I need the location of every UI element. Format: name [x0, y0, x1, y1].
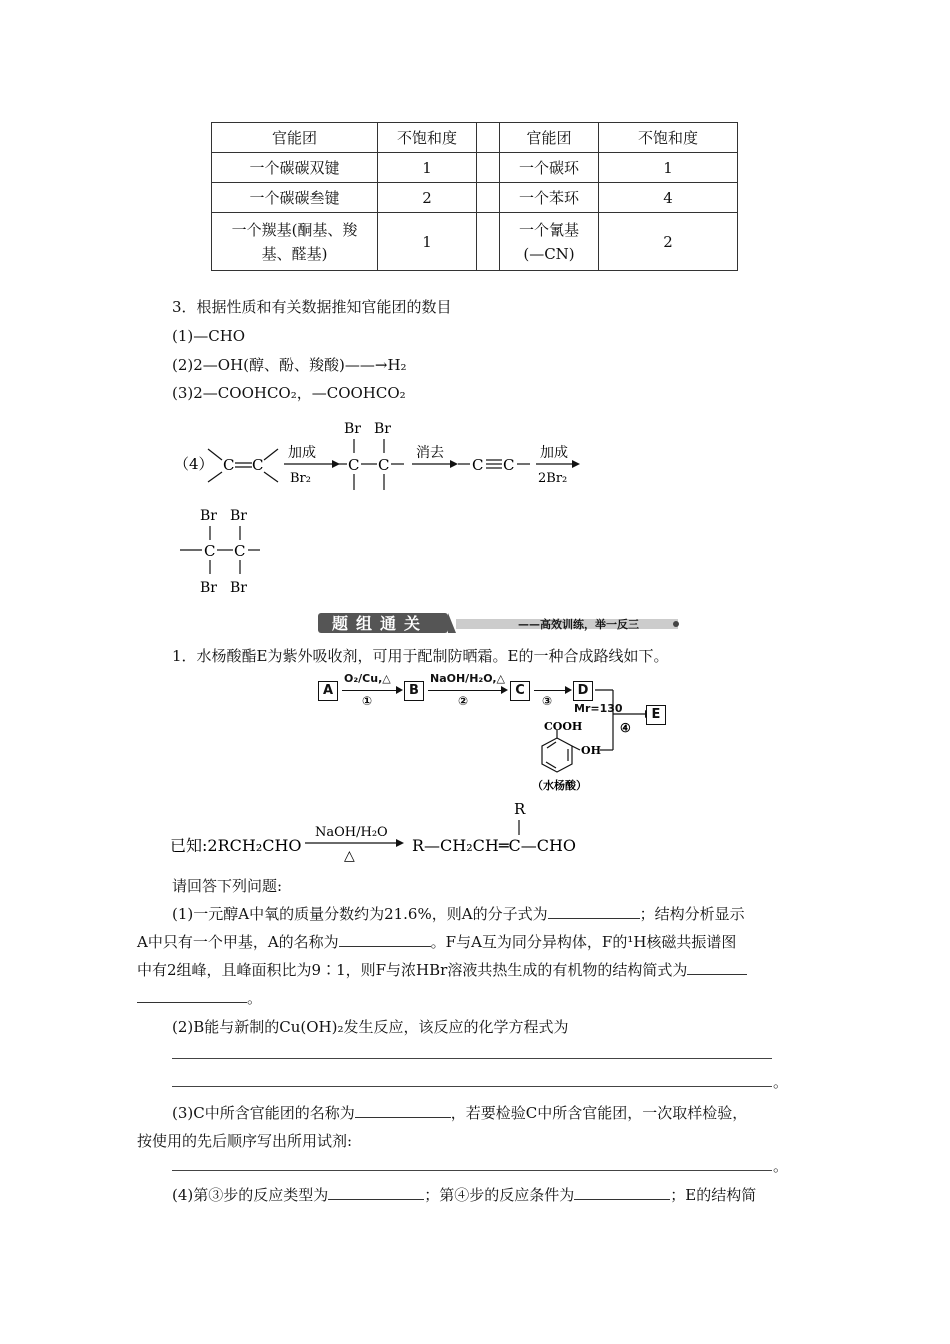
table-cell: 1 [378, 153, 477, 183]
r-group: R [514, 800, 526, 818]
question-text: ，若要检验C中所含官能团，一次取样检验， [450, 1104, 748, 1122]
question-text: 。 [773, 1157, 789, 1175]
table-cell: 一个苯环 [500, 183, 599, 213]
answer-blank[interactable] [574, 1185, 670, 1200]
compound-name: （水杨酸） [532, 779, 587, 792]
cell-line: 基、醛基) [261, 244, 328, 263]
table-cell: 1 [599, 153, 738, 183]
carbon-atom: C [223, 456, 235, 474]
bromine-atom: Br [374, 421, 391, 437]
known-condition: △ [344, 848, 355, 864]
answer-blank[interactable] [548, 904, 640, 919]
arrow-condition: 消去 [416, 445, 444, 461]
table-header: 官能团 [212, 123, 378, 153]
table-cell: 一个碳碳双键 [212, 153, 378, 183]
ask-line: 请回答下列问题: [172, 877, 283, 895]
question-text: ；结构分析显示 [639, 905, 745, 923]
compound-box-b: B [404, 681, 424, 701]
route-condition: O₂/Cu,△ [344, 672, 391, 685]
question-text: 。F与A互为同分异构体，F的¹H核磁共振谱图 [430, 933, 737, 951]
salicylic-acid-structure [520, 680, 680, 795]
route-step: ① [362, 694, 373, 708]
section-title: 3．根据性质和有关数据推知官能团的数目 [172, 298, 452, 316]
bromine-atom: Br [230, 508, 247, 524]
question-text: (1)一元醇A中氧的质量分数约为21.6%，则A的分子式为 [172, 905, 548, 923]
svg-text:C: C [234, 542, 246, 560]
question-part-1 [137, 960, 747, 980]
arrow-condition: 加成 [540, 445, 568, 461]
table-row [212, 183, 738, 213]
route-step: ④ [620, 721, 631, 735]
arrow-condition: Br₂ [290, 471, 311, 486]
question-text: 。 [773, 1073, 789, 1091]
answer-line[interactable] [172, 1058, 772, 1059]
cell-line: (—CN) [523, 244, 575, 263]
molar-mass: Mr=130 [574, 702, 623, 715]
table-cell: 1 [378, 213, 477, 271]
table-gap [477, 213, 500, 271]
carbon-atom: C [252, 456, 264, 474]
banner-title: 题组通关 [332, 614, 429, 633]
section-item: (3)2—COOHCO₂，—COOHCO₂ [172, 384, 406, 402]
answer-blank[interactable] [328, 1185, 424, 1200]
cell-line: 一个羰基(酮基、羧 [231, 220, 358, 239]
question-text: ；第④步的反应条件为 [424, 1186, 575, 1204]
addition-elimination-scheme [160, 412, 600, 607]
route-arrow [342, 690, 397, 691]
route-condition: NaOH/H₂O,△ [430, 672, 505, 685]
bromine-atom: Br [200, 508, 217, 524]
answer-line[interactable] [172, 1086, 772, 1087]
question-intro: 1．水杨酸酯E为紫外吸收剂，可用于配制防晒霜。E的一种合成路线如下。 [172, 647, 669, 665]
answer-blank[interactable] [355, 1103, 451, 1118]
table-row [212, 153, 738, 183]
arrow-condition: 加成 [288, 445, 316, 461]
section-item: (1)—CHO [172, 327, 246, 345]
table-cell: 2 [378, 183, 477, 213]
table-gap [477, 183, 500, 213]
item4-label: （4） [174, 455, 214, 473]
question-part-1 [172, 904, 745, 924]
question-text: (4)第③步的反应类型为 [172, 1186, 329, 1204]
svg-text:C: C [204, 542, 216, 560]
arrow-condition: 2Br₂ [538, 471, 568, 486]
known-product: R—CH₂CH═C—CHO [412, 836, 577, 855]
table-header: 不饱和度 [599, 123, 738, 153]
section-item: (2)2—OH(醇、酚、羧酸)——→H₂ [172, 356, 407, 374]
answer-blank[interactable] [339, 932, 431, 947]
question-text: 。 [247, 989, 263, 1007]
bromine-atom: Br [200, 580, 217, 596]
question-part-2: (2)B能与新制的Cu(OH)₂发生反应，该反应的化学方程式为 [172, 1018, 569, 1036]
svg-text:C: C [378, 456, 390, 474]
section-banner [318, 611, 682, 635]
bromine-atom: Br [230, 580, 247, 596]
cooh-label: COOH [544, 720, 583, 733]
banner-subtitle: ——高效训练，举一反三 [518, 618, 639, 631]
question-text: 中有2组峰，且峰面积比为9∶1，则F与浓HBr溶液共热生成的有机物的结构简式为 [137, 961, 688, 979]
bromine-atom: Br [344, 421, 361, 437]
compound-box-d: D [573, 681, 593, 701]
table-cell: 一个碳碳叁键 [212, 183, 378, 213]
compound-box-e: E [646, 705, 666, 725]
table-gap [477, 123, 500, 153]
table-cell [212, 213, 378, 271]
answer-blank[interactable] [687, 960, 747, 975]
known-condition: NaOH/H₂O [315, 825, 388, 840]
known-aldol-reaction [168, 798, 598, 868]
table-cell [500, 213, 599, 271]
route-step: ② [458, 694, 469, 708]
table-gap [477, 153, 500, 183]
route-step: ③ [542, 694, 553, 708]
question-part-4 [172, 1185, 756, 1205]
oh-label: OH [581, 744, 601, 757]
svg-text:C: C [503, 456, 515, 474]
compound-box-a: A [318, 681, 338, 701]
svg-text:C: C [348, 456, 360, 474]
table-cell: 2 [599, 213, 738, 271]
cell-line: 一个氰基 [518, 220, 579, 239]
route-arrow [428, 690, 502, 691]
question-text: ；E的结构简 [670, 1186, 757, 1204]
bullet-icon [673, 621, 679, 627]
known-reactant: 已知:2RCH₂CHO [170, 836, 302, 855]
unsaturation-table [211, 122, 738, 271]
table-cell: 4 [599, 183, 738, 213]
question-text: (3)C中所含官能团的名称为 [172, 1104, 355, 1122]
question-part-3: 按使用的先后顺序写出所用试剂: [137, 1132, 353, 1150]
answer-blank[interactable] [137, 988, 247, 1003]
table-cell: 一个碳环 [500, 153, 599, 183]
table-header: 官能团 [500, 123, 599, 153]
table-row [212, 213, 738, 271]
table-header: 不饱和度 [378, 123, 477, 153]
compound-box-c: C [510, 681, 530, 701]
svg-text:C: C [472, 456, 484, 474]
answer-line[interactable] [172, 1170, 772, 1171]
question-part-3 [172, 1103, 747, 1123]
question-part-1 [137, 988, 262, 1008]
question-text: A中只有一个甲基，A的名称为 [137, 933, 339, 951]
question-part-1 [137, 932, 736, 952]
